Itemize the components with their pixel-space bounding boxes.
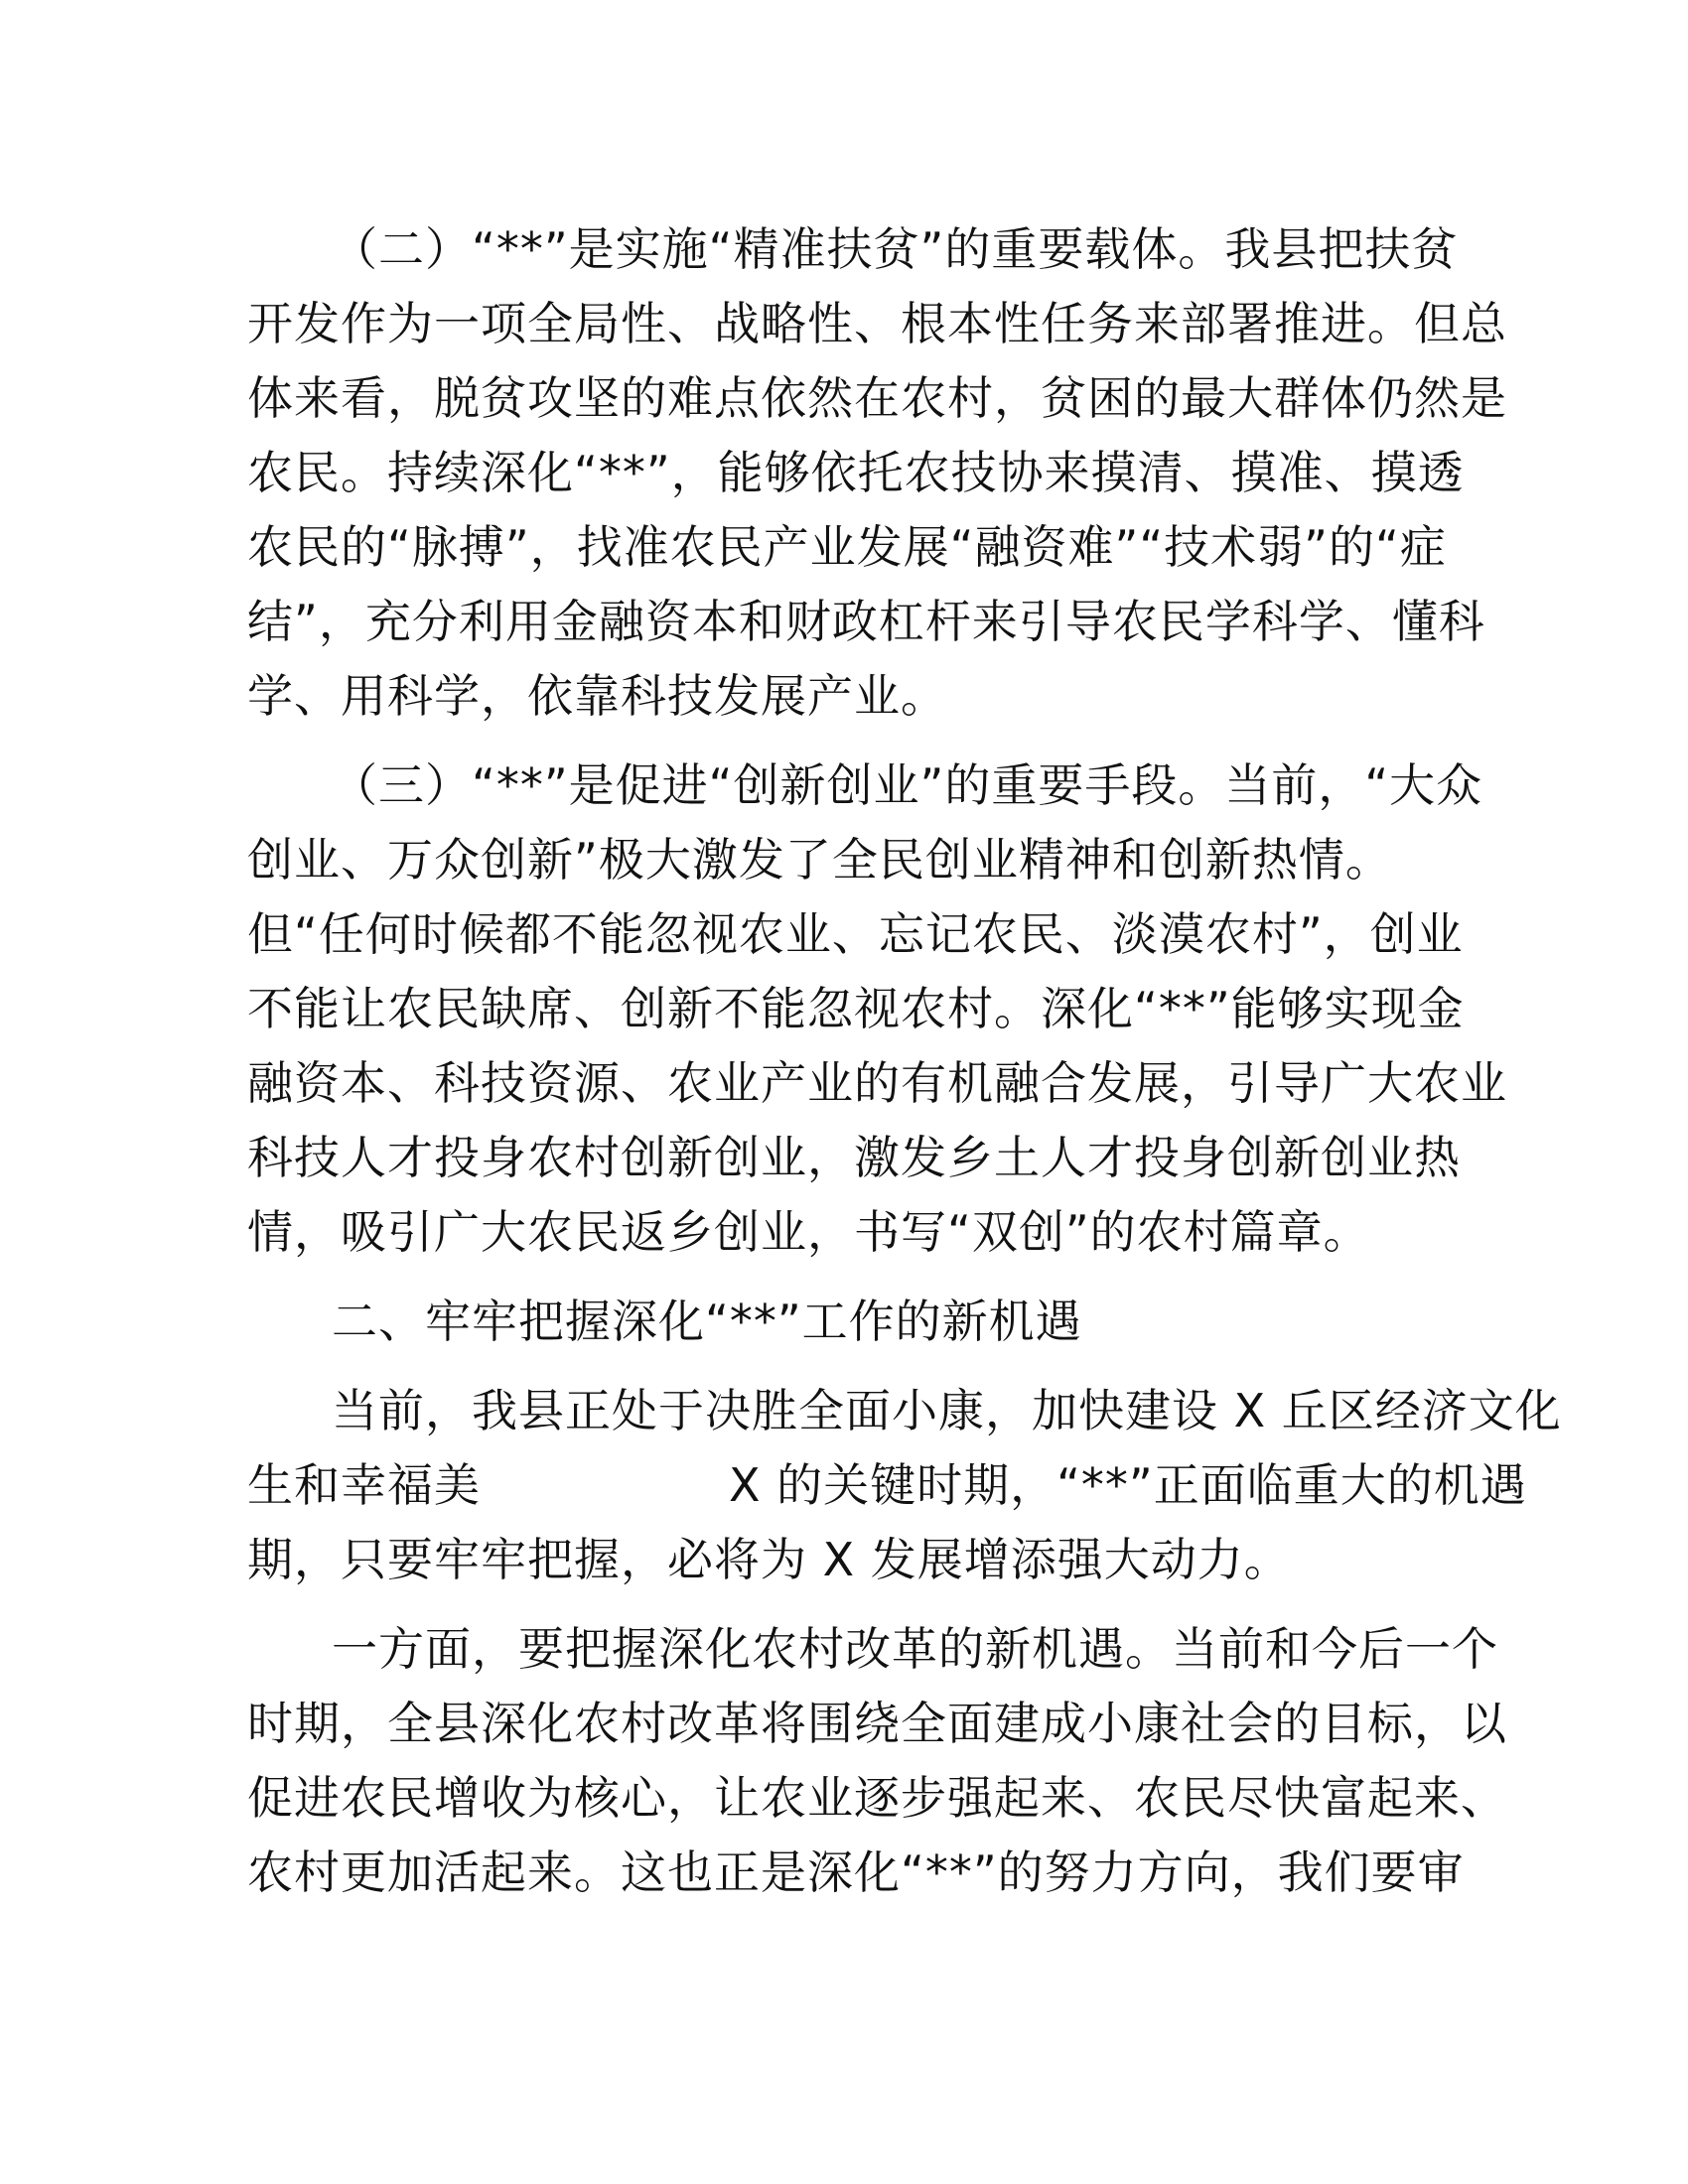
paragraph-3-line-2: 创业、万众创新”极大激发了全民创业精神和创新热情。: [247, 833, 1392, 887]
paragraph-2-line-5: 农民的“脉搏”，找准农民产业发展“融资难”“技术弱”的“症: [247, 520, 1447, 574]
paragraph-3-line-6: 科技人才投身农村创新创业，激发乡土人才投身创新创业热: [247, 1131, 1461, 1184]
paragraph-reform-line-2: 时期，全县深化农村改革将围绕全面建成小康社会的目标，以: [247, 1697, 1507, 1750]
paragraph-reform-line-4: 农村更加活起来。这也正是深化“**”的努力方向，我们要审: [247, 1845, 1465, 1899]
paragraph-intro-line-2: 生和幸福美 X 的关键时期，“**”正面临重大的机遇: [247, 1458, 1527, 1512]
paragraph-2-line-6: 结”，充分利用金融资本和财政杠杆来引导农民学科学、懂科: [247, 595, 1485, 648]
paragraph-intro-line-1: 当前，我县正处于决胜全面小康，加快建设 X 丘区经济文化: [332, 1384, 1562, 1437]
paragraph-3-line-7: 情，吸引广大农民返乡创业，书写“双创”的农村篇章。: [247, 1205, 1370, 1259]
paragraph-intro-line-3: 期，只要牢牢把握，必将为 X 发展增添强大动力。: [247, 1533, 1291, 1586]
paragraph-3-line-1: （三）“**”是促进“创新创业”的重要手段。当前，“大众: [332, 758, 1483, 812]
paragraph-reform-line-1: 一方面，要把握深化农村改革的新机遇。当前和今后一个: [332, 1622, 1498, 1676]
paragraph-2-line-2: 开发作为一项全局性、战略性、根本性任务来部署推进。但总: [247, 297, 1507, 350]
paragraph-2-line-1: （二）“**”是实施“精准扶贫”的重要载体。我县把扶贫: [332, 222, 1459, 276]
paragraph-3-line-4: 不能让农民缺席、创新不能忽视农村。深化“**”能够实现金: [247, 982, 1465, 1035]
paragraph-reform-line-3: 促进农民增收为核心，让农业逐步强起来、农民尽快富起来、: [247, 1771, 1507, 1825]
paragraph-2-line-4: 农民。持续深化“**”，能够依托农技协来摸清、摸准、摸透: [247, 446, 1465, 499]
paragraph-2-line-7: 学、用科学，依靠科技发展产业。: [247, 669, 947, 723]
section-heading: 二、牢牢把握深化“**”工作的新机遇: [332, 1295, 1082, 1348]
paragraph-2-line-3: 体来看，脱贫攻坚的难点依然在农村，贫困的最大群体仍然是: [247, 371, 1507, 425]
paragraph-3-line-5: 融资本、科技资源、农业产业的有机融合发展，引导广大农业: [247, 1056, 1507, 1110]
paragraph-3-line-3: 但“任何时候都不能忽视农业、忘记农民、淡漠农村”，创业: [247, 907, 1464, 961]
